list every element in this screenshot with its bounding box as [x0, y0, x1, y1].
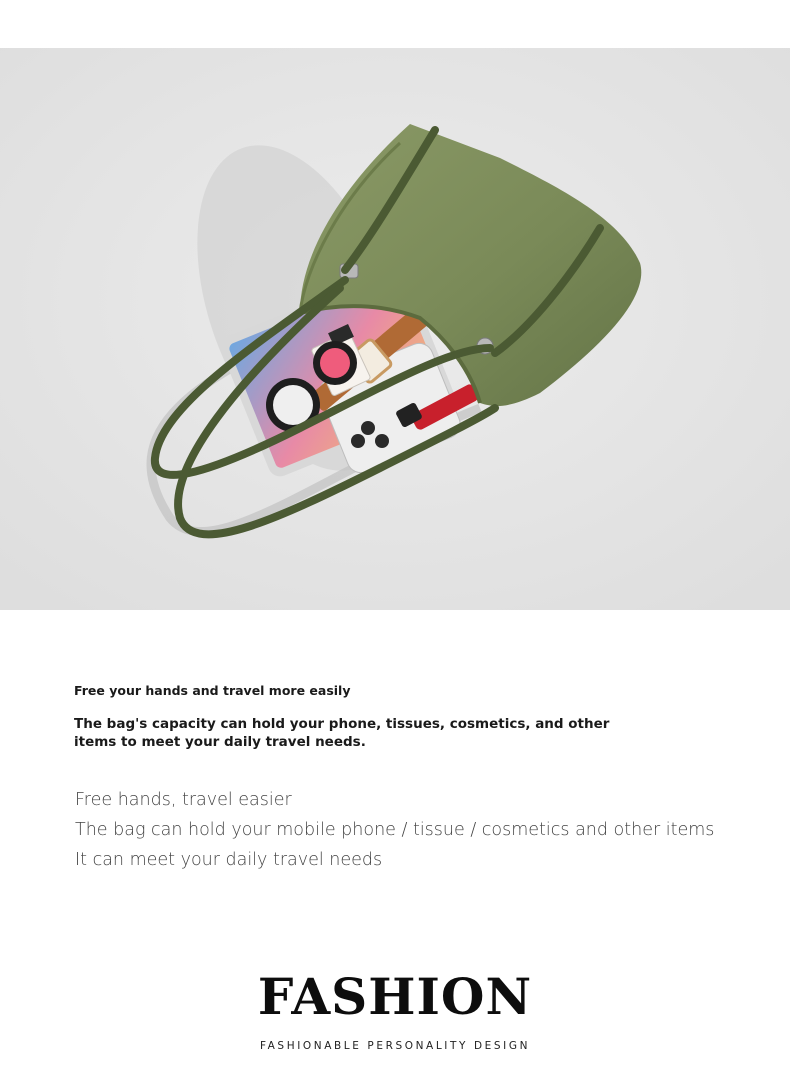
- description-line: The bag can hold your mobile phone / tissue / cosmetics and other items: [75, 820, 715, 840]
- description-line: Free hands, travel easier: [75, 790, 292, 810]
- product-photo: [0, 48, 790, 610]
- description-line: It can meet your daily travel needs: [75, 850, 383, 870]
- description-block: [75, 785, 714, 875]
- brand-subtitle: FASHIONABLE PERSONALITY DESIGN: [259, 1040, 531, 1052]
- feature-body: The bag's capacity can hold your phone, tissues, cosmetics, and other items to meet your daily travel needs.: [74, 716, 610, 750]
- brand-title: FASHION: [257, 967, 533, 1026]
- feature-title: Free your hands and travel more easily: [74, 683, 351, 698]
